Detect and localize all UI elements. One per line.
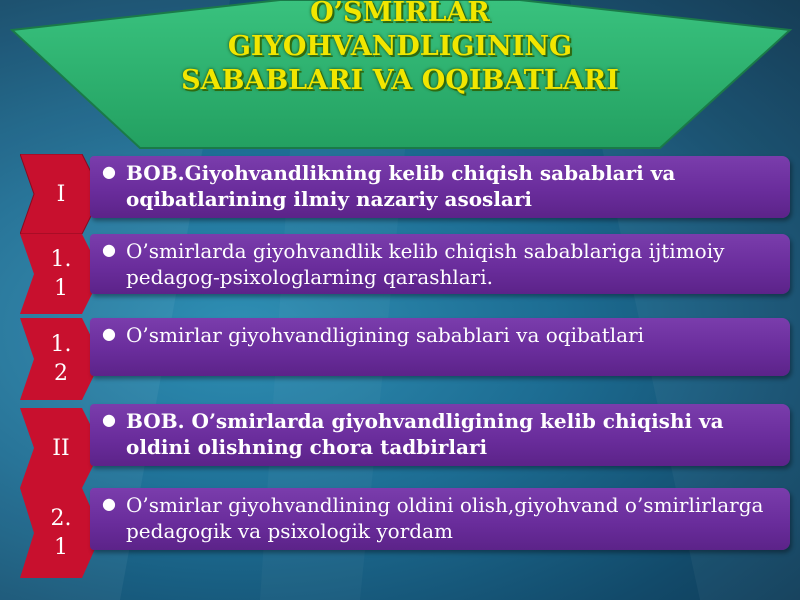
item-bar: [90, 488, 790, 550]
item-bar: [90, 404, 790, 466]
page-title: O’SMIRLAR GIYOHVANDLIGINING SABABLARI VA OQIBATLARI: [181, 0, 619, 96]
item-number: 2.1: [50, 506, 72, 560]
item-number: I: [56, 181, 66, 207]
bullet-dot-icon: ●: [102, 162, 116, 181]
item-bar: [90, 234, 790, 294]
item-text: O’smirlar giyohvandligining sabablari va oqibatlari: [126, 323, 645, 347]
item-text: BOB.Giyohvandlikning kelib chiqish sabablari va oqibatlarining ilmiy nazariy asoslari: [126, 161, 676, 211]
list-item: [0, 234, 800, 314]
item-bar: [90, 318, 790, 376]
item-number: II: [52, 435, 70, 461]
item-text: BOB. O’smirlarda giyohvandligining kelib chiqishi va oldini olishning chora tadbirlari: [126, 409, 724, 459]
list-item: [0, 408, 800, 488]
bullet-dot-icon: ●: [102, 410, 116, 429]
bullet-dot-icon: ●: [102, 324, 116, 343]
item-text: O’smirlar giyohvandlining oldini olish,giyohvand o’smirlirlarga pedagogik va psixologik yordam: [126, 493, 764, 543]
bullet-dot-icon: ●: [102, 494, 116, 513]
item-number: 1.1: [50, 247, 72, 301]
list-item: [0, 488, 800, 578]
list-item: [0, 154, 800, 234]
list-item: [0, 318, 800, 400]
item-text: O’smirlarda giyohvandlik kelib chiqish sabablariga ijtimoiy pedagog-psixologlarning qarashlari.: [126, 239, 725, 289]
bullet-dot-icon: ●: [102, 240, 116, 259]
item-number: 1.2: [50, 332, 72, 386]
item-bar: [90, 156, 790, 218]
